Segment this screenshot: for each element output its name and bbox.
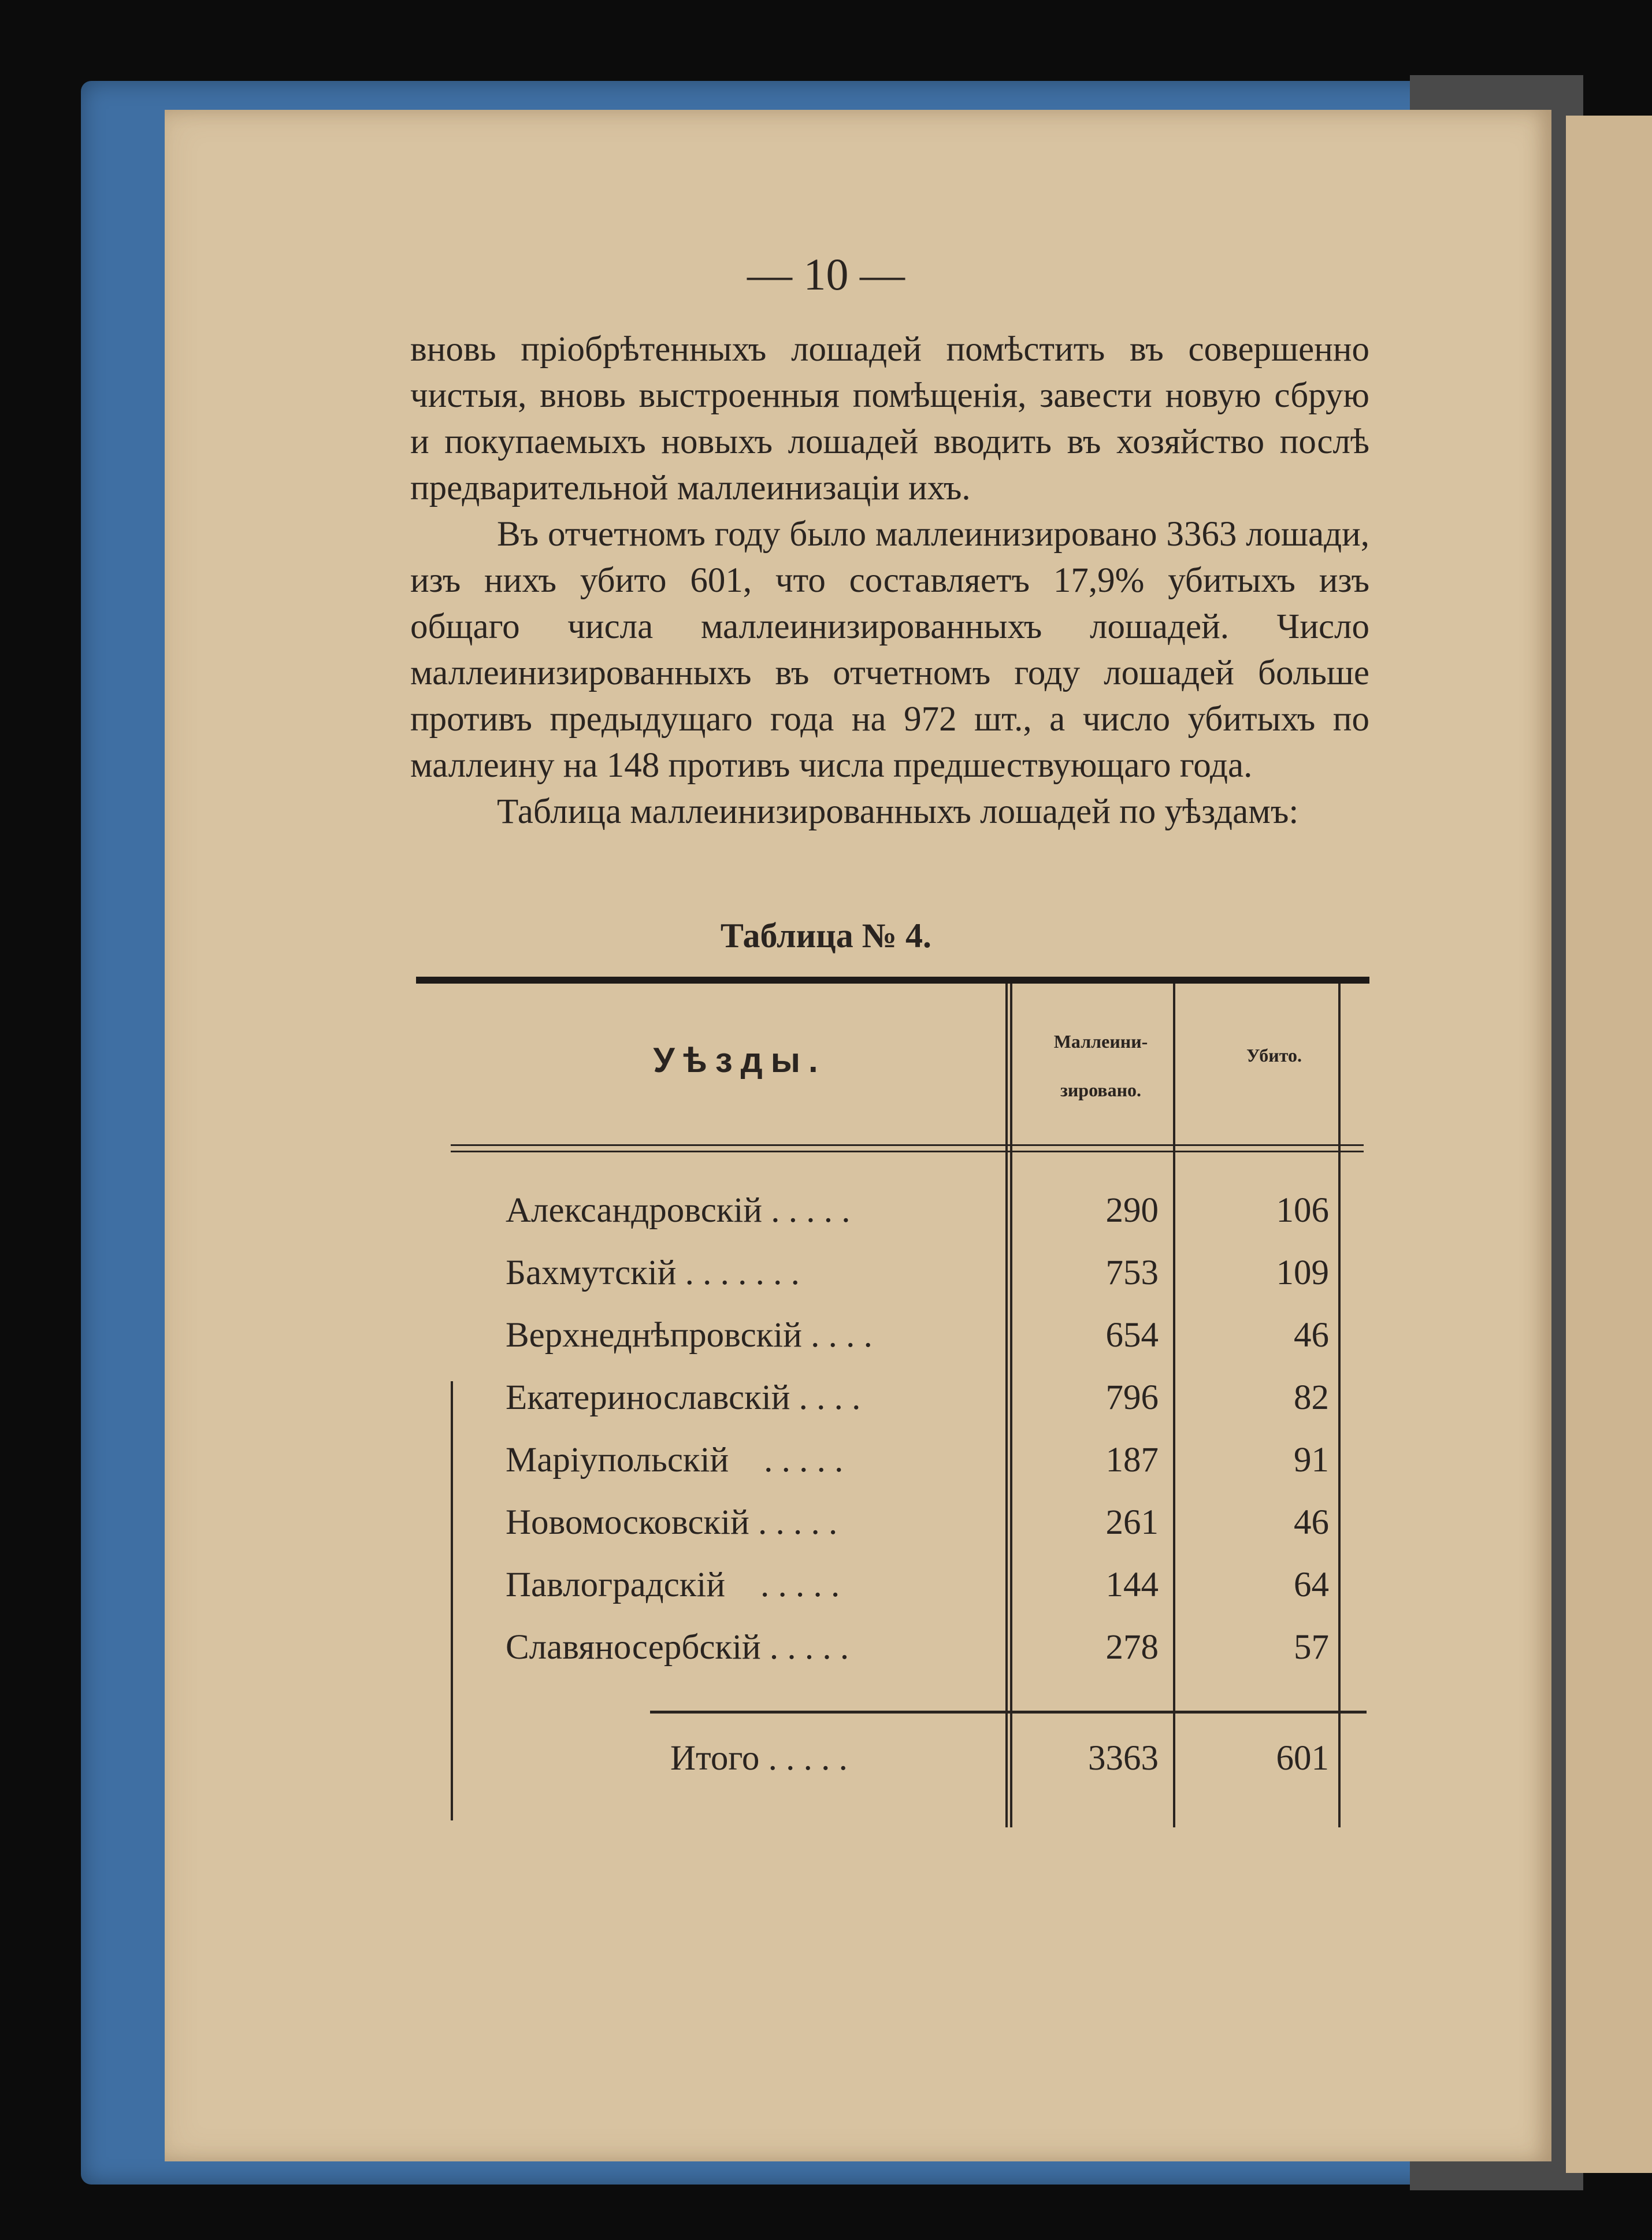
killed-value: 91 [1294, 1441, 1329, 1479]
killed-value: 64 [1294, 1566, 1329, 1604]
killed-value: 109 [1276, 1253, 1329, 1292]
district-name: Славяносербскій . . . . . [506, 1628, 849, 1667]
district-name: Александровскій . . . . . [506, 1191, 851, 1230]
table-row [416, 1627, 1369, 1685]
paragraph-1: вновь пріобрѣтенныхъ лошадей помѣстить въ совершенно чистыя, вновь выстроенныя помѣщенія, завести новую сбрую и покупаемыхъ новыхъ лошадей вводить въ хозяйство послѣ предварительной маллеинизаціи ихъ. [410, 330, 1369, 507]
paragraph-2: Въ отчетномъ году было маллеинизировано 3363 лошади, изъ нихъ убито 601, что составляетъ 17,9% убитыхъ изъ общаго числа маллеинизированныхъ лошадей. Число маллеинизированныхъ въ отчетномъ году лошадей больше противъ предыдущаго года на 972 шт., а число убитыхъ по маллеину на 148 противъ числа предшествующаго года. [410, 515, 1369, 785]
header-malleinized-line1: Маллеини- [1053, 1031, 1148, 1052]
table-row [416, 1565, 1369, 1623]
killed-value: 57 [1294, 1628, 1329, 1667]
total-rule [650, 1711, 1367, 1714]
table-row [416, 1191, 1369, 1248]
malleinized-value: 187 [1105, 1441, 1159, 1479]
killed-value: 46 [1294, 1503, 1329, 1542]
district-name: Бахмутскій . . . . . . . [506, 1253, 800, 1292]
table-top-rule [416, 977, 1369, 984]
district-name: Павлоградскій . . . . . [506, 1566, 840, 1604]
district-name: Новомосковскій . . . . . [506, 1503, 838, 1542]
table-row [416, 1378, 1369, 1436]
total-killed: 601 [1276, 1739, 1329, 1778]
total-label: Итого . . . . . [670, 1739, 848, 1778]
malleinized-value: 278 [1105, 1628, 1159, 1667]
malleinized-value: 654 [1105, 1316, 1159, 1355]
body-text [410, 327, 1369, 835]
header-malleinized-line2: зировано. [1060, 1080, 1141, 1100]
paragraph-3: Таблица маллеинизированныхъ лошадей по уѣздамъ: [497, 792, 1299, 831]
page-number: — 10 — [747, 249, 905, 299]
table-row [416, 1253, 1369, 1311]
malleinized-value: 261 [1105, 1503, 1159, 1542]
killed-value: 106 [1276, 1191, 1329, 1230]
total-row [416, 1738, 1369, 1796]
district-name: Маріупольскій . . . . . [506, 1441, 844, 1479]
killed-value: 46 [1294, 1316, 1329, 1355]
malleinized-value: 796 [1105, 1378, 1159, 1417]
malleinized-value: 290 [1105, 1191, 1159, 1230]
header-district: Уѣзды. [653, 1041, 826, 1080]
table-row [416, 1503, 1369, 1560]
malleinized-value: 144 [1105, 1566, 1159, 1604]
header-rule [451, 1144, 1364, 1152]
districts-table [416, 977, 1369, 1832]
killed-value: 82 [1294, 1378, 1329, 1417]
table-title: Таблица № 4. [720, 917, 932, 955]
district-name: Верхнеднѣпровскій . . . . [506, 1316, 873, 1355]
header-malleinized [1017, 1017, 1185, 1114]
malleinized-value: 753 [1105, 1253, 1159, 1292]
district-name: Екатеринославскій . . . . [506, 1378, 861, 1417]
total-malleinized: 3363 [1088, 1739, 1159, 1778]
adjacent-page-edge [1566, 116, 1652, 2173]
table-row [416, 1315, 1369, 1373]
header-killed: Убито. [1246, 1045, 1302, 1066]
table-row [416, 1440, 1369, 1498]
